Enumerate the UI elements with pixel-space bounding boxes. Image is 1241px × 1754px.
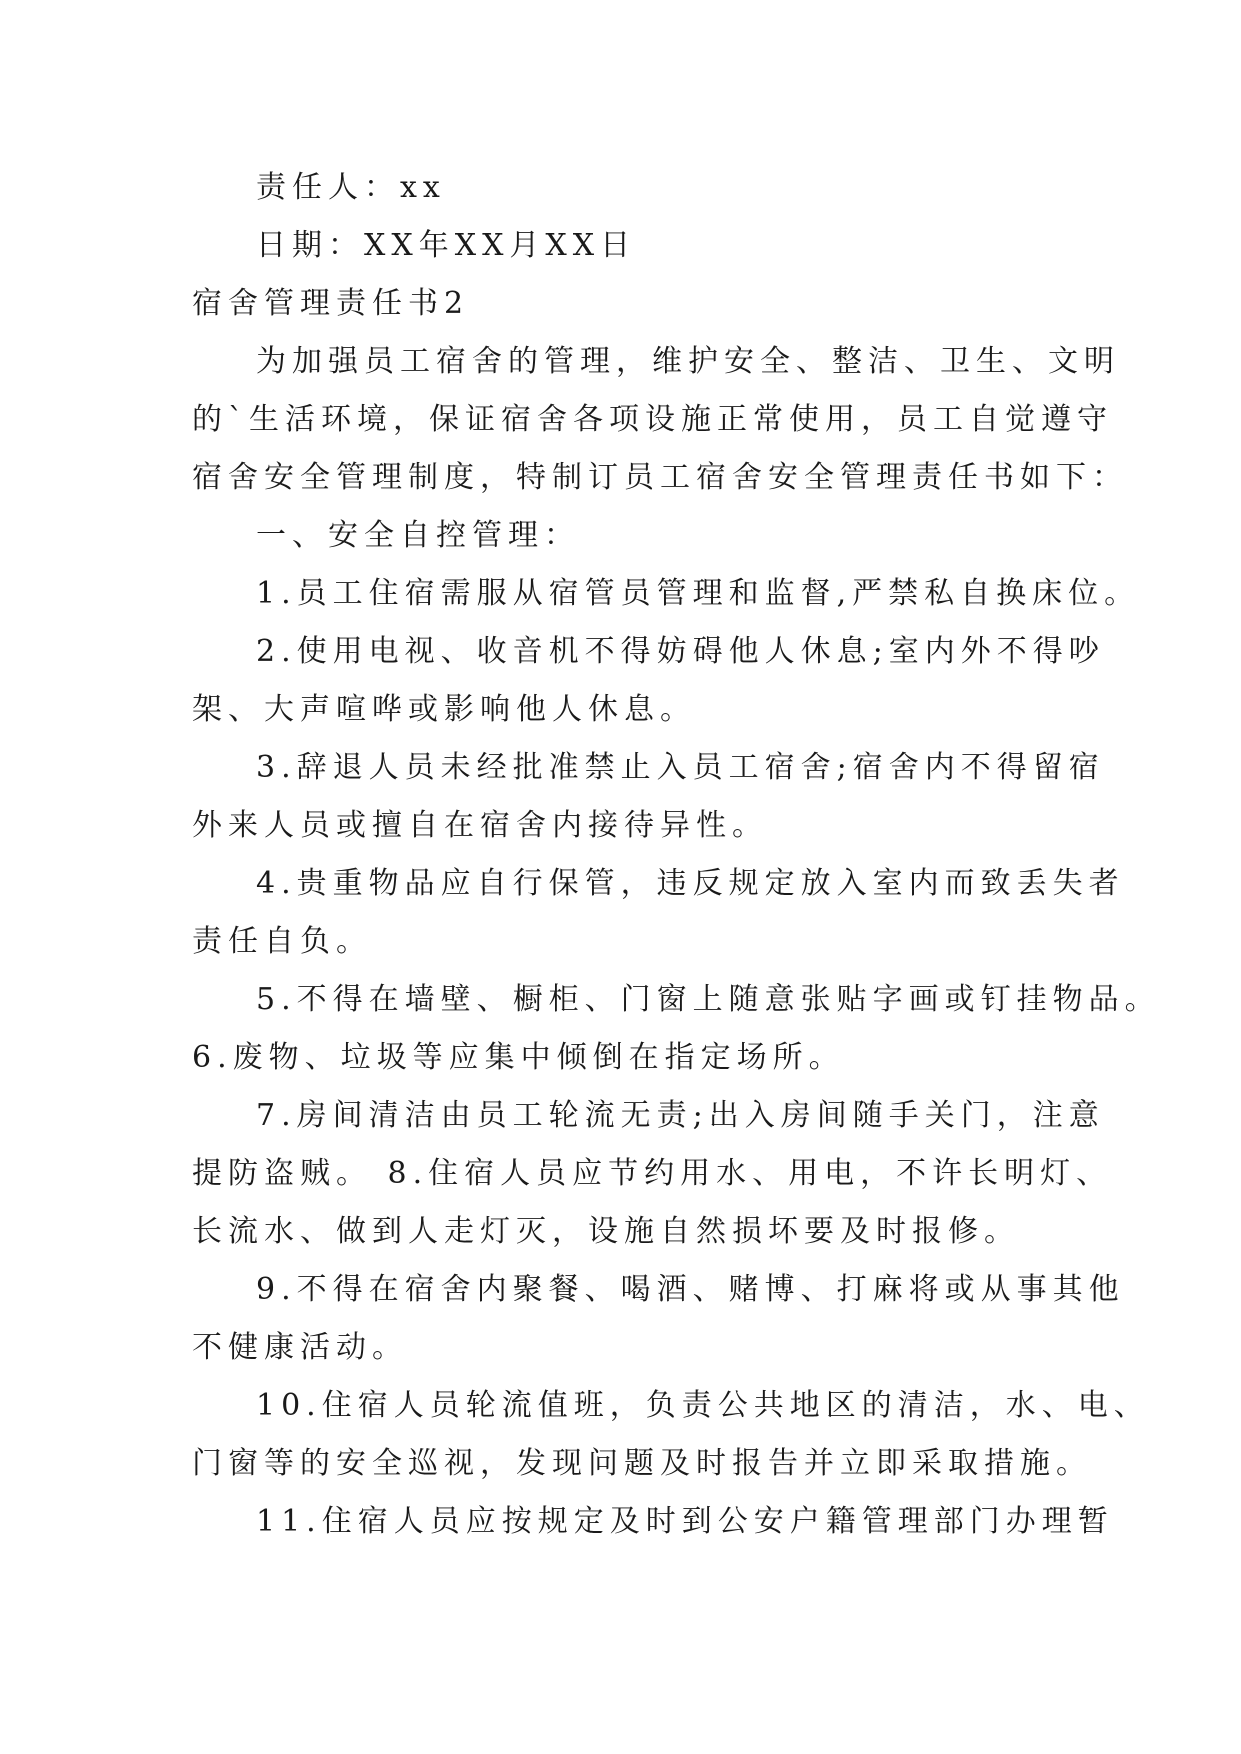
paragraph-line: 长流水、做到人走灯灭，设施自然损坏要及时报修。: [192, 1214, 1020, 1249]
paragraph-line: 架、大声喧哗或影响他人休息。: [192, 692, 696, 727]
section-title: 宿舍管理责任书2: [192, 286, 470, 321]
paragraph-line: 10.住宿人员轮流值班，负责公共地区的清洁，水、电、: [256, 1388, 1150, 1423]
paragraph-line: 6.废物、垃圾等应集中倾倒在指定场所。: [192, 1040, 845, 1075]
paragraph-line: 5.不得在墙壁、橱柜、门窗上随意张贴字画或钉挂物品。: [256, 982, 1161, 1017]
paragraph-line: 7.房间清洁由员工轮流无责;出入房间随手关门，注意: [256, 1098, 1105, 1133]
subheading: 一、安全自控管理：: [256, 518, 580, 553]
responsible-person-line: 责任人：xx: [256, 170, 446, 205]
paragraph-line: 9.不得在宿舍内聚餐、喝酒、赌博、打麻将或从事其他: [256, 1272, 1125, 1307]
paragraph-line: 4.贵重物品应自行保管，违反规定放入室内而致丢失者: [256, 866, 1125, 901]
paragraph-line: 2.使用电视、收音机不得妨碍他人休息;室内外不得吵: [256, 634, 1105, 669]
paragraph-line: 3.辞退人员未经批准禁止入员工宿舍;宿舍内不得留宿: [256, 750, 1105, 785]
paragraph-line: 不健康活动。: [192, 1330, 408, 1365]
paragraph-line: 的`生活环境，保证宿舍各项设施正常使用，员工自觉遵守: [192, 402, 1113, 437]
paragraph-line: 提防盗贼。 8.住宿人员应节约用水、用电，不许长明灯、: [192, 1156, 1113, 1191]
paragraph-line: 外来人员或擅自在宿舍内接待异性。: [192, 808, 768, 843]
paragraph-line: 宿舍安全管理制度，特制订员工宿舍安全管理责任书如下：: [192, 460, 1128, 495]
paragraph-line: 为加强员工宿舍的管理，维护安全、整洁、卫生、文明: [256, 344, 1120, 379]
date-line: 日期：XX年XX月XX日: [256, 228, 637, 263]
paragraph-line: 1.员工住宿需服从宿管员管理和监督,严禁私自换床位。: [256, 576, 1141, 611]
paragraph-line: 门窗等的安全巡视，发现问题及时报告并立即采取措施。: [192, 1446, 1092, 1481]
paragraph-line: 11.住宿人员应按规定及时到公安户籍管理部门办理暂: [256, 1504, 1114, 1539]
paragraph-line: 责任自负。: [192, 924, 372, 959]
